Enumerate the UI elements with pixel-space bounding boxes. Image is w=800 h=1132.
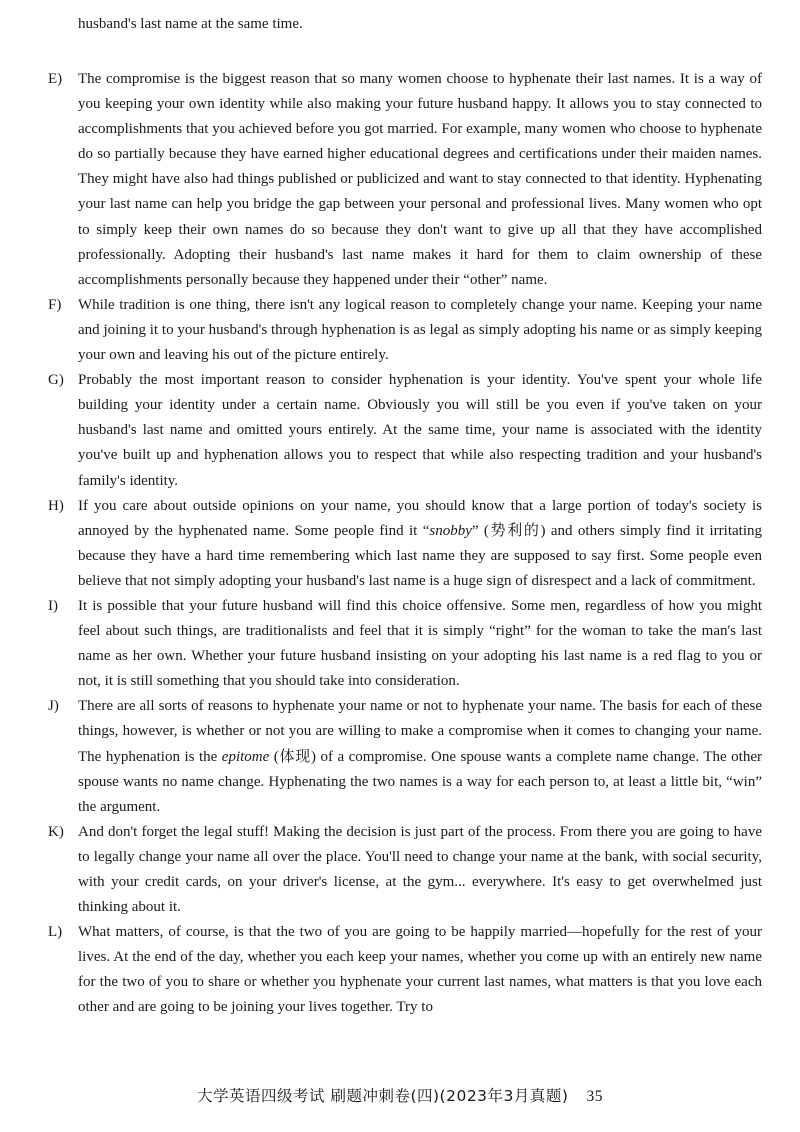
paragraph-text: [78, 494, 762, 594]
continued-text: husband's last name at the same time.: [78, 16, 303, 32]
paragraph-label: I): [48, 597, 58, 614]
paragraph-j: [48, 694, 762, 819]
text-segment: There are all sorts of reasons to hyphenate your name or not to hyphenate your name. The basis for each of these things, however, is whether or not you are willing to make a compromise when it comes to changing your name. The hyphenation is the: [78, 698, 762, 765]
paragraph-e: [48, 67, 762, 293]
text-segment: (体现) of a compromise. One spouse wants a complete name change. The other spouse wants no name change. Hyphenating the two names is a way for each person to, at least a little bit, “win” the argument.: [78, 748, 762, 815]
exam-title: 大学英语四级考试 刷题冲刺卷(四)(2023年3月真题): [197, 1087, 569, 1105]
paragraph-list: [48, 67, 762, 1021]
italic-term: epitome: [221, 748, 270, 765]
paragraph-label: E): [48, 71, 63, 87]
paragraph-label: K): [48, 823, 64, 840]
paragraph-label: J): [48, 698, 59, 715]
text-segment: ” (势利的) and others simply find it irritating because they have a hard time remembering which last name they are supposed to say first. Some people even believe that not simply adopting your husband's last name is a huge sign of disrespect and a lack of commitment.: [78, 522, 762, 589]
paragraph-text: What matters, of course, is that the two of you are going to be happily married—hopefully for the rest of your lives. At the end of the day, whether you each keep your names, whether you come up with an entirely new name for the two of you to share or whether you hyphenate your current last names, what matters is that you love each other and are going to be joining your lives together. Try to: [78, 924, 762, 1016]
page-number: 35: [586, 1088, 603, 1105]
paragraph-text: Probably the most important reason to consider hyphenation is your identity. You've spent your whole life building your identity under a certain name. Obviously you will still be you even if you've taken on your husband's last name and omitted yours entirely. At the same time, your name is associated with the identity you've built up and hyphenation allows you to respect that while also respecting tradition and your husband's family's identity.: [78, 372, 762, 489]
paragraph-text: The compromise is the biggest reason that so many women choose to hyphenate their last names. It is a way of you keeping your own identity while also making your future husband happy. It allows you to stay connected to accomplishments that you achieved before you got married. For example, many women who choose to hyphenate do so partially because they have earned higher educational degrees and certifications under their maiden names. They might have also had things published or publicized and want to stay connected to that identity. Hyphenating your last name can help you bridge the gap between your personal and professional lives. Many women who opt to simply keep their own names do so because they don't want to give up all that they have accomplished professionally. Adopting their husband's last name makes it hard for them to claim ownership of these accomplishments personally because they happened under their “other” name.: [78, 71, 762, 288]
paragraph-text: And don't forget the legal stuff! Making the decision is just part of the process. From there you are going to have to legally change your name all over the place. You'll need to change your name at the bank, with social security, with your credit cards, on your driver's license, at the gym... everywhere. It's easy to get overwhelmed just thinking about it.: [78, 823, 762, 916]
page-footer: [0, 1084, 800, 1106]
italic-term: snobby: [429, 522, 472, 539]
paragraph-label: G): [48, 372, 64, 389]
paragraph-f: [48, 293, 762, 368]
paragraph-text: It is possible that your future husband will find this choice offensive. Some men, regardless of how you might feel about such things, are traditionalists and feel that it is simply “right” for the woman to take the man's last name as her own. Whether your future husband insisting on your adopting his last name is a red flag to you or not, it is still something that you should take into consideration.: [78, 597, 762, 690]
paragraph-label: L): [48, 924, 63, 941]
paragraph-i: [48, 594, 762, 694]
paragraph-text: [78, 694, 762, 819]
paragraph-g: [48, 368, 762, 493]
text-segment: If you care about outside opinions on your name, you should know that a large portion of today's society is annoyed by the hyphenated name. Some people find it “: [78, 497, 762, 539]
paragraph-label: F): [48, 296, 62, 313]
paragraph-h: [48, 494, 762, 594]
paragraph-text: While tradition is one thing, there isn't any logical reason to completely change your name. Keeping your name and joining it to your husband's through hyphenation is as legal as simply adopting his name or as simply keeping your own and leaving his out of the picture entirely.: [78, 296, 762, 364]
paragraph-label: H): [48, 497, 64, 514]
paragraph-k: [48, 820, 762, 920]
paragraph-l: [48, 920, 762, 1020]
